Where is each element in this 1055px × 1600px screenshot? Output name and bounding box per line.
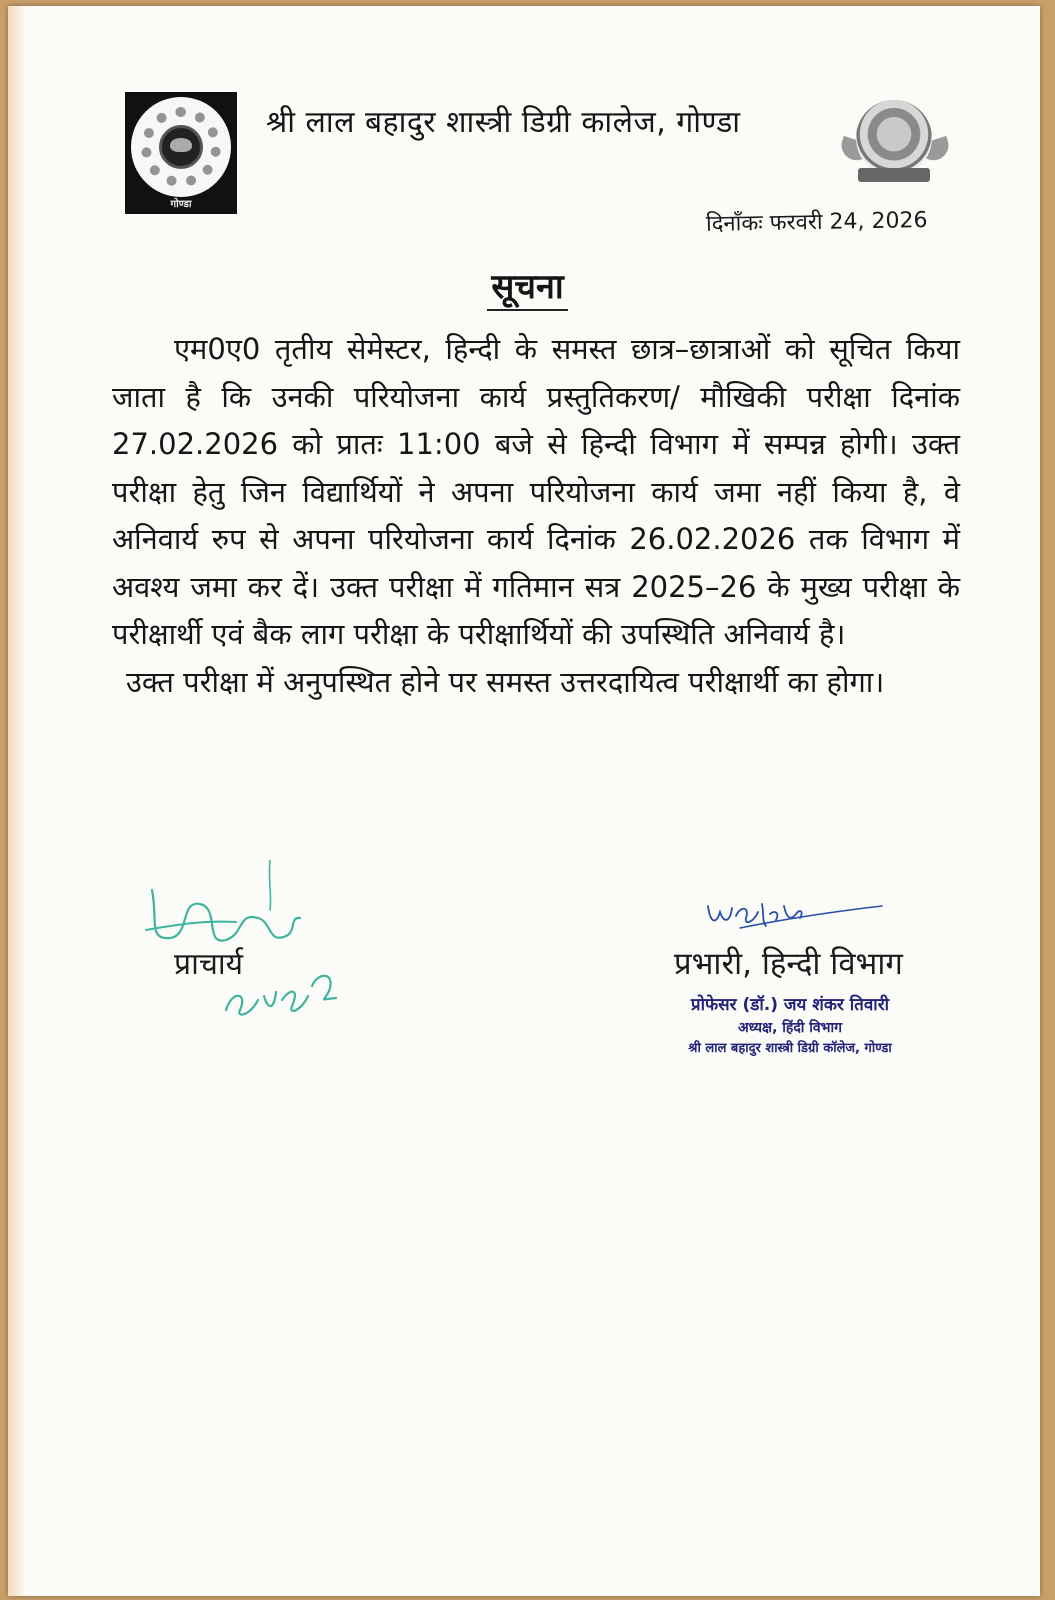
notice-paragraph-1 [112,326,960,659]
paper-edge-tint [8,6,26,1596]
notice-heading-text: सूचना [487,267,567,311]
department-head-stamp [660,992,920,1060]
stamp-name: प्रोफेसर (डॉ.) जय शंकर तिवारी [690,995,890,1015]
notice-paragraph-1-text: एम0ए0 तृतीय सेमेस्टर, हिन्दी के समस्त छात्र–छात्राओं को सूचित किया जाता है कि उनकी परियोजना कार्य प्रस्तुतिकरण/ मौखिकी परीक्षा दिनांक 27.02.2026 को प्रातः 11:00 बजे से हिन्दी विभाग में सम्पन्न होगी। उक्त परीक्षा हेतु जिन विद्यार्थियों ने अपना परियोजना कार्य जमा नहीं किया है, वे अनिवार्य रुप से अपना परियोजना कार्य दिनांक 26.02.2026 तक विभाग में अवश्य जमा कर दें। उक्त परीक्षा में गतिमान सत्र 2025–26 के मुख्य परीक्षा के परीक्षार्थी एवं बैक लाग परीक्षा के परीक्षार्थियों की उपस्थिति अनिवार्य है। [112,332,960,651]
seal-caption: गोण्डा [170,199,192,210]
emblem-circle-icon [856,100,932,176]
seal-emblem-icon [159,125,203,169]
university-emblem-logo [838,96,954,196]
principal-label: प्राचार्य [174,947,244,982]
incharge-signature [700,892,890,942]
stamp-designation: अध्यक्ष, हिंदी विभाग [737,1020,843,1036]
college-name: श्री लाल बहादुर शास्त्री डिग्री कालेज, गोण्डा [266,105,741,140]
notice-body [112,326,960,706]
notice-date: दिनाँकः फरवरी 24, 2026 [705,208,928,237]
incharge-label: प्रभारी, हिन्दी विभाग [674,946,903,982]
notice-heading [0,262,1055,308]
notice-paragraph-2: उक्त परीक्षा में अनुपस्थित होने पर समस्त उत्तरदायित्व परीक्षार्थी का होगा। [126,664,885,699]
emblem-ribbon-icon [858,168,930,182]
college-seal-logo [125,92,237,214]
stamp-college: श्री लाल बहादुर शास्त्री डिग्री कॉलेज, गोण्डा [688,1041,892,1056]
principal-signature [140,860,360,1030]
seal-outer-ring [131,97,231,197]
notice-paper [8,6,1040,1596]
